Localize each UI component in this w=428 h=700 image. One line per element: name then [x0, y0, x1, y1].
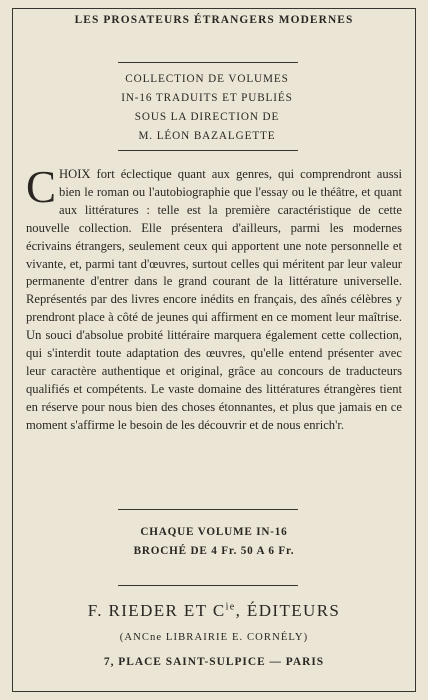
body-paragraph	[26, 162, 402, 435]
bottom-rule-upper	[118, 509, 298, 510]
publisher-suffix: , ÉDITEURS	[235, 601, 341, 620]
price-line: CHAQUE VOLUME IN-16	[140, 526, 288, 538]
price-line: BROCHÉ DE 4 Fr. 50 A 6 Fr.	[133, 545, 295, 557]
publisher-address: 7, PLACE SAINT-SULPICE — PARIS	[103, 656, 325, 668]
former-bookstore: (ANCne LIBRAIRIE E. CORNÉLY)	[119, 632, 309, 643]
publisher-name	[0, 601, 428, 621]
collection-block	[94, 70, 320, 146]
collection-line: IN-16 TRADUITS ET PUBLIÉS	[121, 92, 293, 104]
bottom-rule-lower	[118, 585, 298, 586]
body-text: HOIX fort éclectique quant aux genres, qui comprendront aussi bien le roman ou l'autobiographie que l'essay ou le théâtre, et quant aux littératures : telle est la première caractéristique de cette nouvelle collection. Elle présentera d'ailleurs, parmi les modernes écrivains étrangers, seulement ceux qui apportent une note personnelle et vivante, et, parmi tant d'œuvres, surtout celles qui méritent par leur valeur permanente d'entrer dans le grand courant de la littérature universelle. Représentés par des livres encore inédits en français, des aînés célèbres y prendront place à côté de jeunes qui affirment en ce moment leur maîtrise. Un souci d'absolue probité littéraire marquera également cette collection, qui s'interdit toute adaptation des œuvres, qu'elle entend présenter avec leur caractère authentique et original, grâce au concours de traducteurs qualifiés et compétents. Le vaste domaine des littératures étrangères tient en réserve pour nous bien des choses étonnantes, et plus que jamais en ce moment s'affirme le besoin de les découvrir et de nous enrich'r.	[26, 167, 402, 432]
collection-line: COLLECTION DE VOLUMES	[125, 73, 289, 85]
collection-line: SOUS LA DIRECTION DE	[134, 111, 280, 123]
price-block	[0, 523, 428, 561]
top-rule-upper	[118, 62, 298, 63]
publisher-name-text: F. RIEDER ET C	[87, 601, 226, 620]
series-title: LES PROSATEURS ÉTRANGERS MODERNES	[74, 14, 354, 26]
drop-cap: C	[26, 162, 57, 212]
publisher-superscript: ie	[225, 601, 236, 613]
collection-line: M. LÉON BAZALGETTE	[138, 130, 276, 142]
top-rule-lower	[118, 150, 298, 151]
